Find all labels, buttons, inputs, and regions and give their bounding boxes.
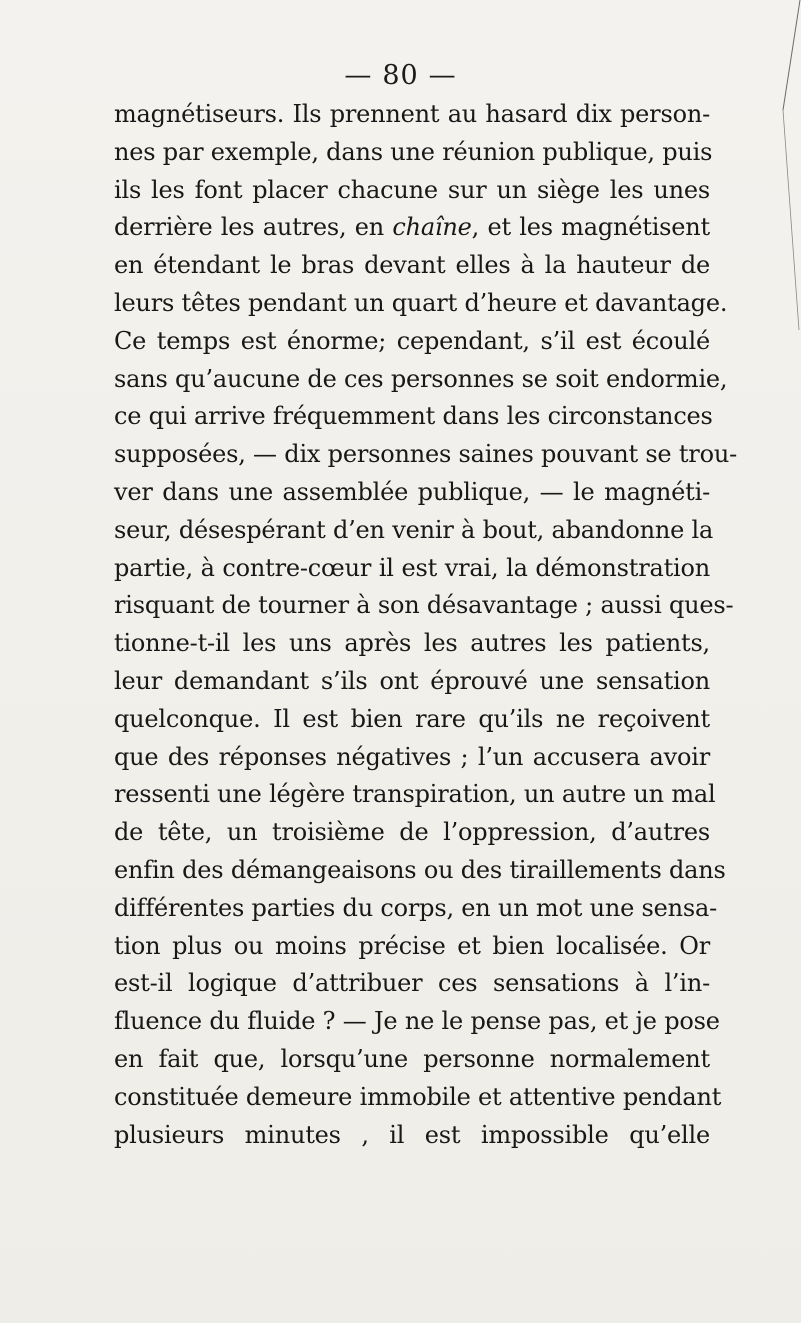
page-edge-mark (761, 0, 801, 330)
text-line: enfin des démangeaisons ou des tiraillements dans (114, 855, 726, 884)
text-line (114, 209, 710, 247)
page-number-header (0, 60, 801, 91)
text-line: supposées, — dix personnes saines pouvant se trou- (114, 440, 738, 469)
page-number: 80 (382, 60, 419, 91)
text-line: différentes parties du corps, en un mot une sensa- (114, 893, 718, 922)
text-line: ver dans une assemblée publique, — le magnéti- (114, 477, 710, 506)
text-line: seur, désespérant d’en venir à bout, abandonne la (114, 515, 714, 544)
text-line: risquant de tourner à son désavantage ; aussi ques- (114, 591, 734, 620)
text-line: leur demandant s’ils ont éprouvé une sensation (114, 666, 710, 695)
text-line: partie, à contre-cœur il est vrai, la démonstration (114, 553, 710, 582)
text-line: quelconque. Il est bien rare qu’ils ne reçoivent (114, 704, 710, 733)
text-line: ce qui arrive fréquemment dans les circonstances (114, 402, 713, 431)
header-dash-left: — (344, 60, 373, 91)
text-line: tion plus ou moins précise et bien localisée. Or (114, 931, 710, 960)
text-line: magnétiseurs. Ils prennent au hasard dix person- (114, 100, 710, 128)
text-line: tionne-t-il les uns après les autres les patients, (114, 629, 710, 658)
text-line: fluence du fluide ? — Je ne le pense pas, et je pose (114, 1007, 720, 1036)
text-line: de tête, un troisième de l’oppression, d’autres (114, 818, 710, 847)
text-line: ressenti une légère transpiration, un autre un mal (114, 780, 716, 809)
text-line: en étendant le bras devant elles à la hauteur de (114, 251, 710, 280)
text-line: ils les font placer chacune sur un siège les unes (114, 175, 710, 204)
text-line: Ce temps est énorme; cependant, s’il est écoulé (114, 326, 710, 355)
text-line: est-il logique d’attribuer ces sensations à l’in- (114, 969, 710, 998)
text-line: sans qu’aucune de ces personnes se soit endormie, (114, 364, 728, 393)
header-dash-right: — (428, 60, 457, 91)
text-fragment: , et les magnétisent (471, 213, 711, 242)
text-line: constituée demeure immobile et attentive pendant (114, 1082, 722, 1111)
text-line: nes par exemple, dans une réunion publique, puis (114, 137, 713, 166)
text-line: plusieurs minutes , il est impossible qu’elle (114, 1120, 710, 1149)
text-fragment: derrière les autres, en (114, 213, 393, 242)
italic-word: chaîne (392, 213, 472, 242)
text-line: en fait que, lorsqu’une personne normalement (114, 1044, 710, 1073)
text-line: leurs têtes pendant un quart d’heure et davantage. (114, 288, 728, 317)
text-line: que des réponses négatives ; l’un accusera avoir (114, 742, 710, 771)
body-paragraph (114, 96, 738, 1154)
